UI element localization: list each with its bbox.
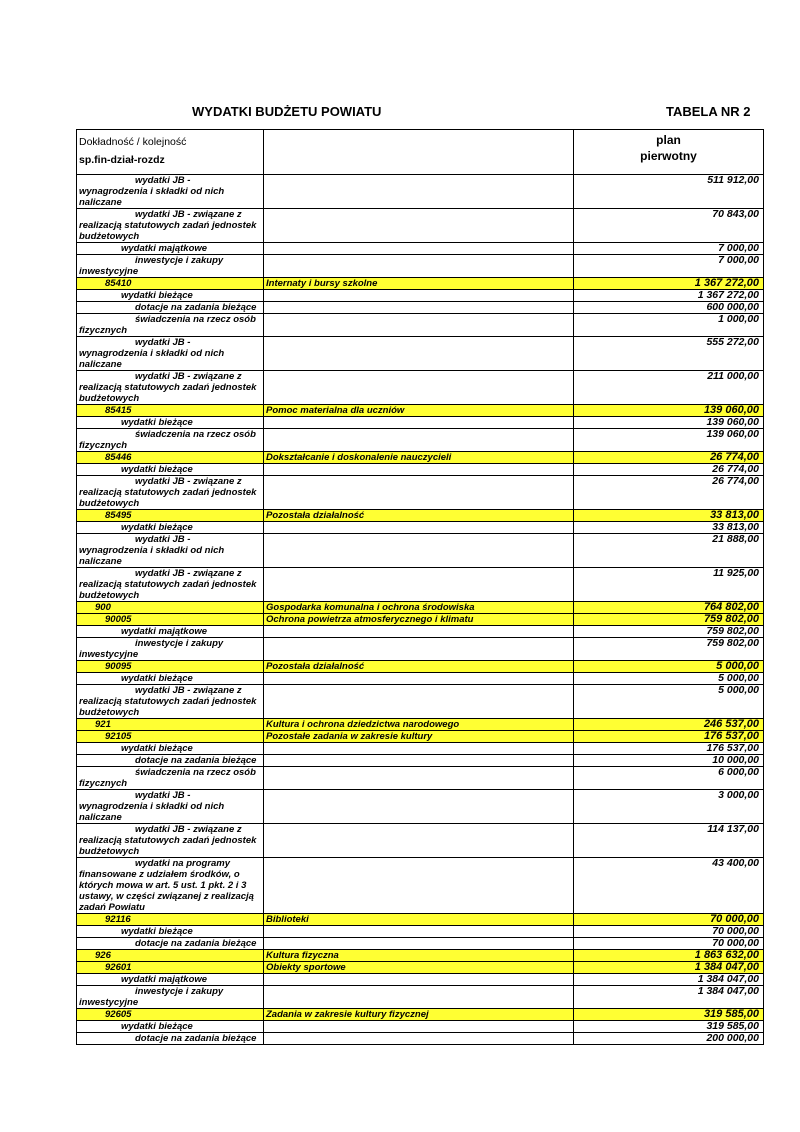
header-col1 (77, 130, 264, 175)
row-name: Pomoc materialna dla uczniów (264, 405, 574, 417)
row-label: wydatki JB - związane z realizacją statutowych zadań jednostek budżetowych (77, 476, 264, 510)
row-amount: 5 000,00 (574, 685, 764, 719)
table-row (77, 986, 764, 1009)
row-amount: 1 863 632,00 (574, 950, 764, 962)
row-amount: 555 272,00 (574, 337, 764, 371)
table-row (77, 255, 764, 278)
row-code: 85410 (77, 278, 264, 290)
row-empty-cell (264, 464, 574, 476)
row-amount: 139 060,00 (574, 429, 764, 452)
row-empty-cell (264, 685, 574, 719)
row-label: wydatki JB - związane z realizacją statutowych zadań jednostek budżetowych (77, 209, 264, 243)
row-empty-cell (264, 476, 574, 510)
row-label: wydatki majątkowe (77, 243, 264, 255)
row-name: Pozostała działalność (264, 510, 574, 522)
row-code: 926 (77, 950, 264, 962)
budget-table (76, 129, 764, 1045)
row-empty-cell (264, 417, 574, 429)
table-row (77, 243, 764, 255)
row-label: wydatki JB - wynagrodzenia i składki od nich naliczane (77, 534, 264, 568)
table-row (77, 1009, 764, 1021)
table-row (77, 743, 764, 755)
header-col2 (264, 130, 574, 175)
row-code: 921 (77, 719, 264, 731)
row-empty-cell (264, 767, 574, 790)
row-amount: 200 000,00 (574, 1033, 764, 1045)
row-label: wydatki JB - wynagrodzenia i składki od nich naliczane (77, 790, 264, 824)
row-label: wydatki bieżące (77, 464, 264, 476)
row-amount: 33 813,00 (574, 522, 764, 534)
row-empty-cell (264, 1033, 574, 1045)
row-empty-cell (264, 255, 574, 278)
row-code: 90095 (77, 661, 264, 673)
row-amount: 176 537,00 (574, 743, 764, 755)
row-empty-cell (264, 974, 574, 986)
row-amount: 1 367 272,00 (574, 278, 764, 290)
row-amount: 600 000,00 (574, 302, 764, 314)
row-amount: 1 384 047,00 (574, 974, 764, 986)
row-name: Pozostałe zadania w zakresie kultury (264, 731, 574, 743)
row-amount: 5 000,00 (574, 673, 764, 685)
row-empty-cell (264, 243, 574, 255)
row-label: wydatki JB - związane z realizacją statutowych zadań jednostek budżetowych (77, 824, 264, 858)
table-row (77, 661, 764, 673)
row-label: inwestycje i zakupy inwestycyjne (77, 638, 264, 661)
row-amount: 1 384 047,00 (574, 986, 764, 1009)
table-row (77, 719, 764, 731)
table-row (77, 614, 764, 626)
table-row (77, 914, 764, 926)
row-amount: 511 912,00 (574, 175, 764, 209)
row-empty-cell (264, 626, 574, 638)
row-empty-cell (264, 302, 574, 314)
row-label: wydatki bieżące (77, 673, 264, 685)
row-code: 92605 (77, 1009, 264, 1021)
row-amount: 246 537,00 (574, 719, 764, 731)
row-amount: 1 384 047,00 (574, 962, 764, 974)
row-amount: 11 925,00 (574, 568, 764, 602)
table-row (77, 405, 764, 417)
row-label: wydatki bieżące (77, 417, 264, 429)
row-amount: 764 802,00 (574, 602, 764, 614)
row-label: świadczenia na rzecz osób fizycznych (77, 767, 264, 790)
row-amount: 1 000,00 (574, 314, 764, 337)
row-empty-cell (264, 926, 574, 938)
row-label: inwestycje i zakupy inwestycyjne (77, 986, 264, 1009)
table-row (77, 790, 764, 824)
table-row (77, 602, 764, 614)
row-empty-cell (264, 371, 574, 405)
row-name: Internaty i bursy szkolne (264, 278, 574, 290)
row-name: Biblioteki (264, 914, 574, 926)
row-amount: 43 400,00 (574, 858, 764, 914)
row-name: Obiekty sportowe (264, 962, 574, 974)
row-amount: 319 585,00 (574, 1021, 764, 1033)
row-amount: 3 000,00 (574, 790, 764, 824)
row-name: Kultura i ochrona dziedzictwa narodowego (264, 719, 574, 731)
table-row (77, 371, 764, 405)
table-row (77, 452, 764, 464)
table-row (77, 962, 764, 974)
table-row (77, 755, 764, 767)
row-amount: 211 000,00 (574, 371, 764, 405)
row-label: wydatki majątkowe (77, 974, 264, 986)
row-label: dotacje na zadania bieżące (77, 1033, 264, 1045)
row-amount: 26 774,00 (574, 476, 764, 510)
row-label: wydatki majątkowe (77, 626, 264, 638)
table-row (77, 568, 764, 602)
table-row (77, 337, 764, 371)
row-empty-cell (264, 938, 574, 950)
table-row (77, 290, 764, 302)
row-label: wydatki bieżące (77, 290, 264, 302)
row-empty-cell (264, 824, 574, 858)
row-empty-cell (264, 858, 574, 914)
row-name: Ochrona powietrza atmosferycznego i klimatu (264, 614, 574, 626)
row-amount: 10 000,00 (574, 755, 764, 767)
row-label: wydatki bieżące (77, 1021, 264, 1033)
row-amount: 6 000,00 (574, 767, 764, 790)
row-code: 85495 (77, 510, 264, 522)
table-row (77, 278, 764, 290)
row-name: Dokształcanie i doskonalenie nauczycieli (264, 452, 574, 464)
row-empty-cell (264, 743, 574, 755)
row-name: Zadania w zakresie kultury fizycznej (264, 1009, 574, 1021)
row-empty-cell (264, 175, 574, 209)
row-amount: 139 060,00 (574, 417, 764, 429)
row-amount: 26 774,00 (574, 464, 764, 476)
row-label: wydatki JB - wynagrodzenia i składki od nich naliczane (77, 175, 264, 209)
row-amount: 759 802,00 (574, 638, 764, 661)
row-amount: 33 813,00 (574, 510, 764, 522)
table-row (77, 638, 764, 661)
row-amount: 759 802,00 (574, 626, 764, 638)
row-amount: 70 000,00 (574, 914, 764, 926)
row-amount: 319 585,00 (574, 1009, 764, 1021)
row-label: wydatki JB - związane z realizacją statutowych zadań jednostek budżetowych (77, 685, 264, 719)
row-amount: 70 000,00 (574, 938, 764, 950)
row-label: wydatki JB - związane z realizacją statutowych zadań jednostek budżetowych (77, 371, 264, 405)
table-row (77, 429, 764, 452)
table-row (77, 926, 764, 938)
row-name: Kultura fizyczna (264, 950, 574, 962)
table-row (77, 314, 764, 337)
row-amount: 7 000,00 (574, 255, 764, 278)
row-label: świadczenia na rzecz osób fizycznych (77, 314, 264, 337)
document-title: WYDATKI BUDŻETU POWIATU (192, 104, 382, 119)
table-row (77, 950, 764, 962)
row-amount: 70 843,00 (574, 209, 764, 243)
table-row (77, 476, 764, 510)
header-order-label: Dokładność / kolejność (79, 136, 187, 148)
row-label: dotacje na zadania bieżące (77, 755, 264, 767)
row-empty-cell (264, 290, 574, 302)
row-label: dotacje na zadania bieżące (77, 938, 264, 950)
table-row (77, 175, 764, 209)
table-header-row (77, 130, 764, 175)
row-label: dotacje na zadania bieżące (77, 302, 264, 314)
table-row (77, 417, 764, 429)
row-amount: 7 000,00 (574, 243, 764, 255)
row-code: 85415 (77, 405, 264, 417)
row-code: 85446 (77, 452, 264, 464)
table-row (77, 209, 764, 243)
row-amount: 176 537,00 (574, 731, 764, 743)
header-plan-label: plan (656, 133, 681, 147)
row-label: wydatki JB - wynagrodzenia i składki od nich naliczane (77, 337, 264, 371)
row-empty-cell (264, 638, 574, 661)
row-empty-cell (264, 568, 574, 602)
header-col3 (574, 130, 764, 175)
header-original-label: pierwotny (640, 149, 697, 163)
row-label: świadczenia na rzecz osób fizycznych (77, 429, 264, 452)
table-row (77, 685, 764, 719)
row-empty-cell (264, 673, 574, 685)
table-row (77, 464, 764, 476)
row-name: Pozostała działalność (264, 661, 574, 673)
row-amount: 26 774,00 (574, 452, 764, 464)
row-empty-cell (264, 1021, 574, 1033)
row-amount: 21 888,00 (574, 534, 764, 568)
row-amount: 1 367 272,00 (574, 290, 764, 302)
row-code: 92116 (77, 914, 264, 926)
table-row (77, 824, 764, 858)
table-row (77, 510, 764, 522)
row-label: wydatki bieżące (77, 926, 264, 938)
row-name: Gospodarka komunalna i ochrona środowiska (264, 602, 574, 614)
row-amount: 5 000,00 (574, 661, 764, 673)
table-row (77, 858, 764, 914)
row-empty-cell (264, 429, 574, 452)
row-label: inwestycje i zakupy inwestycyjne (77, 255, 264, 278)
row-label: wydatki bieżące (77, 522, 264, 534)
row-empty-cell (264, 209, 574, 243)
table-row (77, 626, 764, 638)
row-amount: 114 137,00 (574, 824, 764, 858)
table-row (77, 302, 764, 314)
row-label: wydatki bieżące (77, 743, 264, 755)
table-row (77, 534, 764, 568)
table-row (77, 974, 764, 986)
row-label: wydatki na programy finansowane z udziałem środków, o których mowa w art. 5 ust. 1 pkt. 2 i 3 ustawy, w części związanej z realizacją zadań Powiatu (77, 858, 264, 914)
row-code: 92105 (77, 731, 264, 743)
row-code: 90005 (77, 614, 264, 626)
table-row (77, 938, 764, 950)
row-empty-cell (264, 755, 574, 767)
table-row (77, 1033, 764, 1045)
table-row (77, 522, 764, 534)
row-empty-cell (264, 337, 574, 371)
row-empty-cell (264, 534, 574, 568)
table-row (77, 673, 764, 685)
row-code: 92601 (77, 962, 264, 974)
row-code: 900 (77, 602, 264, 614)
row-empty-cell (264, 986, 574, 1009)
row-amount: 70 000,00 (574, 926, 764, 938)
row-label: wydatki JB - związane z realizacją statutowych zadań jednostek budżetowych (77, 568, 264, 602)
header-classification-label: sp.fin-dział-rozdz (79, 154, 165, 166)
table-row (77, 1021, 764, 1033)
table-number: TABELA NR 2 (666, 104, 751, 119)
row-empty-cell (264, 522, 574, 534)
table-row (77, 767, 764, 790)
table-row (77, 731, 764, 743)
row-amount: 759 802,00 (574, 614, 764, 626)
row-empty-cell (264, 314, 574, 337)
row-amount: 139 060,00 (574, 405, 764, 417)
row-empty-cell (264, 790, 574, 824)
